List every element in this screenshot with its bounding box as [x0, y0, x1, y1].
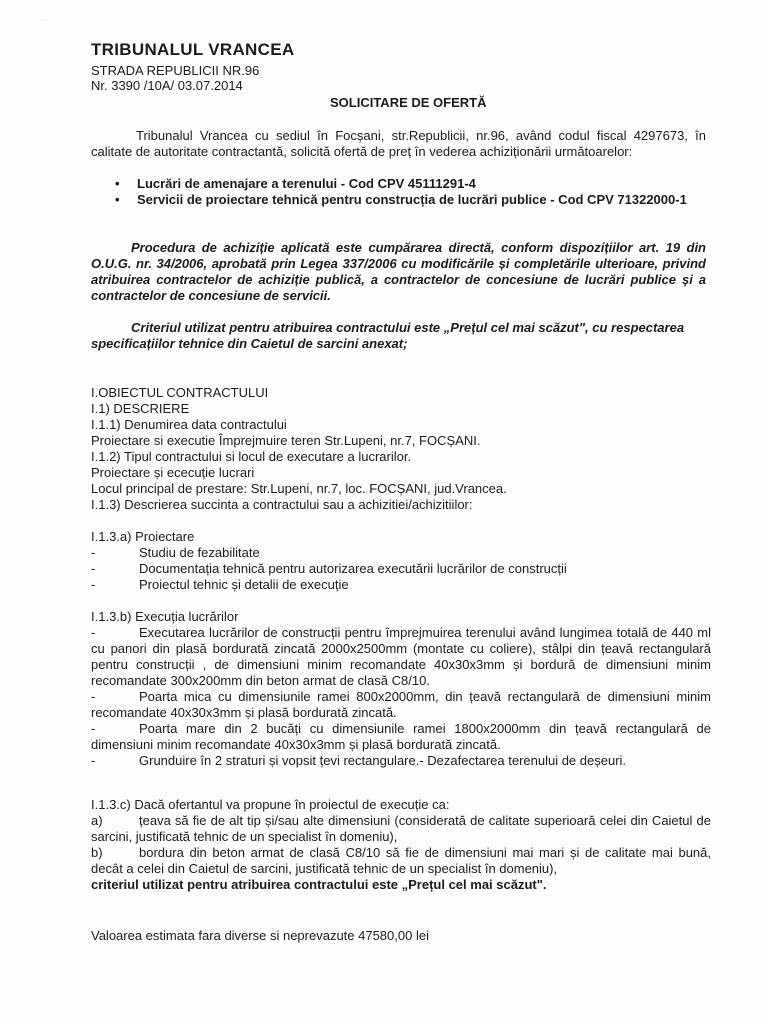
list-item-text: Proiectul tehnic și detalii de execuție — [139, 577, 349, 592]
contract-location: Locul principal de prestare: Str.Lupeni, nr.7, loc. FOCȘANI, jud.Vrancea. — [91, 481, 507, 496]
contract-type-label: I.1.2) Tipul contractului si locul de executare a lucrarilor. — [91, 449, 412, 464]
estimated-value-text: Valoarea estimata fara diverse si neprevazute 47580,00 lei — [91, 928, 429, 943]
works-text: Grunduire în 2 straturi și vopsit țevi rectangulare.- Dezafectarea terenului de deșeuri. — [139, 753, 627, 768]
works-text: Poarta mare din 2 bucăți cu dimensiunile ramei 1800x2000mm din țeavă rectangulară de dimensiuni minim recomandate 40x30x3mm și plasă bordurată zincată. — [91, 721, 711, 752]
list-item — [91, 545, 721, 561]
bullet-icon: • — [115, 176, 120, 191]
design-heading: I.1.3.a) Proiectare — [91, 529, 195, 544]
works-paragraph — [91, 753, 711, 769]
works-text: Poarta mica cu dimensiunile ramei 800x2000mm, din țeavă rectangulară de dimensiuni minim recomandate 40x30x3mm și plasă bordurată zincată. — [91, 689, 711, 720]
works-paragraph — [91, 689, 711, 721]
intro-paragraph — [91, 128, 706, 160]
works-paragraph — [91, 721, 711, 753]
dash-icon: - — [91, 577, 96, 592]
dash-icon: - — [91, 625, 96, 640]
alternative-item — [91, 813, 711, 845]
alternative-text: țeava să fie de alt tip și/sau alte dimensiuni (considerată de calitate superioară celei din Caietul de sarcini, justificată tehnic de un specialist în domeniu), — [91, 813, 711, 844]
works-paragraph — [91, 625, 711, 689]
contract-description-label: I.1.3) Descrierea succinta a contractului sau a achizitiei/achizitiilor: — [91, 497, 473, 512]
list-item — [115, 176, 705, 192]
contract-type-value: Proiectare și ececuție lucrari — [91, 465, 255, 480]
dash-icon: - — [91, 561, 96, 576]
list-item-text: Lucrări de amenajare a terenului - Cod CPV 45111291-4 — [137, 176, 476, 191]
item-label: b) — [91, 845, 103, 860]
list-item-text: Documentația tehnică pentru autorizarea executării lucrărilor de construcții — [139, 561, 567, 576]
procedure-paragraph — [91, 240, 706, 304]
alternatives-criteria: criteriul utilizat pentru atribuirea contractului este „Prețul cel mai scăzut". — [91, 877, 547, 892]
subsection-heading: I.1) DESCRIERE — [91, 401, 190, 416]
alternatives-section — [91, 797, 711, 893]
list-item — [91, 577, 721, 593]
list-item — [91, 561, 721, 577]
criteria-text: Criteriul utilizat pentru atribuirea contractului este „Prețul cel mai scăzut", cu respectarea specificațiilor tehnice din Caietul de sarcini anexat; — [91, 320, 685, 351]
document-reference: Nr. 3390 /10A/ 03.07.2014 — [91, 78, 243, 93]
list-item-text: Studiu de fezabilitate — [139, 545, 260, 560]
list-item-text: Servicii de proiectare tehnică pentru construcția de lucrări publice - Cod CPV 71322000-1 — [137, 192, 687, 207]
item-label: a) — [91, 813, 103, 828]
contract-name-value: Proiectare si executie Împrejmuire teren Str.Lupeni, nr.7, FOCȘANI. — [91, 433, 481, 448]
cpv-list — [115, 176, 705, 208]
intro-text: Tribunalul Vrancea cu sediul în Focșani, str.Republicii, nr.96, având codul fiscal 4297673, în calitate de autoritate contractantă, solicită ofertă de preț în vederea achiziționării următoarelor: — [91, 128, 706, 159]
dash-icon: - — [91, 689, 96, 704]
organization-name: TRIBUNALUL VRANCEA — [91, 40, 295, 59]
procedure-text: Procedura de achiziție aplicată este cumpărarea directă, conform dispozițiilor art. 19 din O.U.G. nr. 34/2006, aprobată prin Legea 337/2006 cu modificările și completările ulterioare, privind atribuirea contractelor de achiziție publică, a contractelor de concesiune de lucrări publice și a contractelor de concesiune de servicii. — [91, 240, 706, 303]
works-section — [91, 609, 711, 769]
works-heading: I.1.3.b) Execuția lucrărilor — [91, 609, 239, 624]
criteria-paragraph — [91, 320, 706, 352]
alternatives-heading: I.1.3.c) Dacă ofertantul va propune în proiectul de execuție ca: — [91, 797, 450, 812]
organization-address: STRADA REPUBLICII NR.96 — [91, 63, 260, 78]
contract-name-label: I.1.1) Denumirea data contractului — [91, 417, 287, 432]
dash-icon: - — [91, 753, 96, 768]
list-item — [115, 192, 705, 208]
bullet-icon: • — [115, 192, 120, 207]
dash-icon: - — [91, 545, 96, 560]
section-heading: I.OBIECTUL CONTRACTULUI — [91, 385, 269, 400]
document-title: SOLICITARE DE OFERTĂ — [330, 95, 487, 110]
contract-object-section — [91, 385, 721, 513]
dash-icon: - — [91, 721, 96, 736]
scan-mark: · · — [42, 17, 49, 24]
works-text: Executarea lucrărilor de construcții pentru împrejmuirea terenului având lungimea totală de 440 ml cu panori din plasă bordurată zincată 2000x2500mm (montate cu coliere), stâlpi din țeavă rectangulară pentru construcții , de dimensiuni minim recomandate 40x30x3mm și bordură de dimensiuni minim recomandate 300x200mm din beton armat de clasă C8/10. — [91, 625, 711, 688]
design-section — [91, 529, 721, 593]
alternative-text: bordura din beton armat de clasă C8/10 să fie de dimensiuni mai mari și de calitate mai bună, decât a celei din Caietul de sarcini, justificată tehnic de un specialist în domeniu), — [91, 845, 711, 876]
estimated-value — [91, 928, 721, 944]
alternative-item — [91, 845, 711, 877]
